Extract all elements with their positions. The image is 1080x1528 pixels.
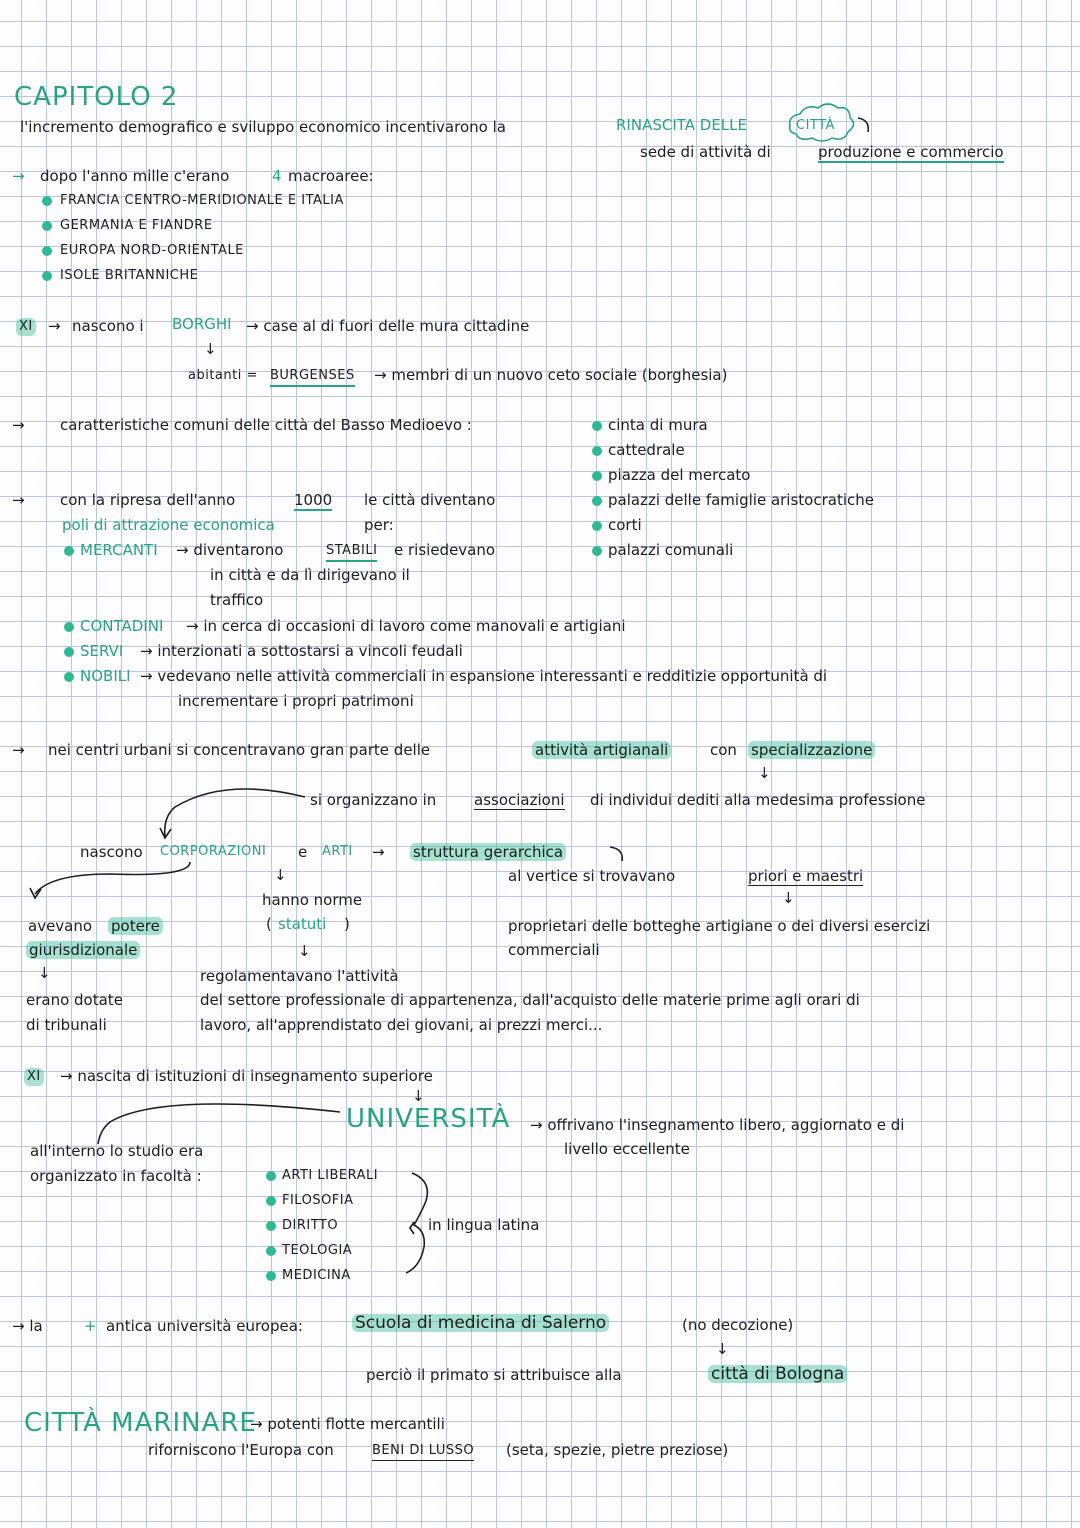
potere-term: potere (108, 917, 163, 935)
poli-label: poli di attrazione economica (62, 516, 275, 534)
artigiani-text-b: con (710, 741, 737, 759)
bullet-icon (592, 421, 602, 431)
down-arrow-icon: ↓ (38, 964, 51, 982)
borghi-term: BORGHI (172, 315, 232, 333)
vertice-text: al vertice si trovavano (508, 867, 676, 885)
bullet-icon (42, 246, 52, 256)
bullet-icon (592, 471, 602, 481)
ripresa-year: 1000 (294, 491, 333, 509)
bologna-term: città di Bologna (708, 1365, 847, 1383)
corporazioni-term: CORPORAZIONI (160, 844, 267, 859)
borghi-text-b: → case al di fuori delle mura cittadine (246, 317, 530, 335)
burgenses-rest: → membri di un nuovo ceto sociale (borghesia) (374, 366, 728, 384)
salerno-term: Scuola di medicina di Salerno (352, 1314, 609, 1332)
down-arrow-icon: ↓ (298, 942, 311, 960)
stabili-term: STABILI (326, 542, 377, 562)
bullet-icon (64, 622, 74, 632)
antica-text-b: antica università europea: (106, 1317, 303, 1335)
arrow-icon: → (48, 317, 61, 335)
per-label: per: (364, 516, 394, 534)
facolta-item: FILOSOFIA (282, 1193, 354, 1208)
facolta-item: TEOLOGIA (282, 1243, 353, 1258)
antica-text-a: → la (12, 1317, 43, 1335)
universita-title: UNIVERSITÀ (346, 1104, 511, 1134)
organizzano-text-b: di individui dediti alla medesima professione (590, 791, 926, 809)
arrow-univ (98, 1104, 340, 1144)
down-arrow-icon: ↓ (716, 1340, 729, 1358)
mercanti-text: traffico (210, 591, 264, 609)
nobili-text2: incrementare i propri patrimoni (178, 692, 414, 710)
nascono-label: nascono (80, 843, 143, 861)
burgenses-term: BURGENSES (270, 367, 355, 387)
arrow-icon: → (12, 491, 25, 509)
bullet-icon (592, 496, 602, 506)
macroaree-intro-a: dopo l'anno mille c'erano (40, 167, 230, 185)
bullet-icon (266, 1171, 276, 1181)
organizzano-text-a: si organizzano in (310, 791, 437, 809)
caratteristica-item: cinta di mura (608, 416, 708, 434)
statuti-term: statuti (278, 915, 327, 933)
bullet-icon (592, 521, 602, 531)
caratteristica-item: corti (608, 516, 642, 534)
macroaree-intro-b: macroaree: (288, 167, 374, 185)
bullet-icon (266, 1221, 276, 1231)
abitanti-label: abitanti = (188, 368, 258, 383)
macroarea-item: GERMANIA E FIANDRE (60, 218, 213, 233)
facolta-item: ARTI LIBERALI (282, 1168, 379, 1183)
down-arrow-icon: ↓ (204, 340, 217, 358)
bullet-icon (592, 446, 602, 456)
settore-text: del settore professionale di appartenenza, dall'acquisto delle materie prime agli orari di (200, 991, 860, 1009)
facolta-item: DIRITTO (282, 1218, 339, 1233)
bullet-icon (64, 672, 74, 682)
priori-term: priori e maestri (748, 867, 864, 885)
nobili-text: → vedevano nelle attività commerciali in espansione interessanti e redditizie opportunità di (140, 667, 828, 685)
ripresa-text-b: le città diventano (364, 491, 496, 509)
commerciali-text: commerciali (508, 941, 600, 959)
bullet-icon (64, 647, 74, 657)
page-title: CAPITOLO 2 (14, 82, 179, 112)
no-decozione: (no decozione) (682, 1316, 794, 1334)
bullet-icon (64, 546, 74, 556)
arrow-icon: → (372, 843, 385, 861)
percio-text: perciò il primato si attribuisce alla (366, 1366, 622, 1384)
mercanti-text: e risiedevano (394, 541, 496, 559)
down-arrow-icon: ↓ (758, 764, 771, 782)
lavoro-text: lavoro, all'apprendistato dei giovani, ai prezzi merci... (200, 1016, 603, 1034)
bullet-icon (42, 221, 52, 231)
arrow-icon: → (12, 167, 25, 185)
caratteristica-item: palazzi delle famiglie aristocratiche (608, 491, 874, 509)
bullet-icon (266, 1196, 276, 1206)
avevano-label: avevano (28, 917, 93, 935)
down-arrow-icon: ↓ (412, 1087, 425, 1105)
beni-term: BENI DI LUSSO (372, 1442, 474, 1461)
proprietari-text: proprietari delle botteghe artigiane o dei diversi esercizi (508, 917, 931, 935)
hanno-norme: hanno norme (262, 891, 363, 909)
giurisdizionale-term: giurisdizionale (26, 941, 140, 959)
universita-intro: → nascita di istituzioni di insegnamento superiore (60, 1067, 433, 1085)
bullet-icon (42, 271, 52, 281)
bullet-icon (266, 1271, 276, 1281)
sede-highlight: produzione e commercio (818, 143, 1004, 161)
arrow-icon: → (12, 416, 25, 434)
caratteristica-item: piazza del mercato (608, 466, 751, 484)
caratteristiche-text: caratteristiche comuni delle città del Basso Medioevo : (60, 416, 472, 434)
brace-facolta (406, 1173, 427, 1273)
artigiani-highlight: attività artigianali (532, 741, 671, 759)
down-arrow-icon: ↓ (782, 889, 795, 907)
specializzazione-term: specializzazione (748, 741, 875, 759)
artigiani-text-a: nei centri urbani si concentravano gran parte delle (48, 741, 431, 759)
macroarea-item: ISOLE BRITANNICHE (60, 268, 199, 283)
regolamentavano-text: regolamentavano l'attività (200, 967, 399, 985)
ripresa-text-a: con la ripresa dell'anno (60, 491, 236, 509)
lingua-text: in lingua latina (428, 1216, 540, 1234)
contadini-label: CONTADINI (80, 617, 164, 635)
statuti-open: ( (266, 915, 272, 933)
arrow-gerarchica (610, 847, 622, 861)
century-xi: XI (24, 1068, 44, 1086)
arrow-avevano (35, 862, 190, 894)
marinare-title: CITTÀ MARINARE (24, 1408, 257, 1438)
e-label: e (298, 843, 308, 861)
struttura-term: struttura gerarchica (410, 843, 566, 861)
livello-text: livello eccellente (564, 1140, 690, 1158)
sede-prefix: sede di attività di (640, 143, 771, 161)
century-xi: XI (16, 318, 36, 336)
bullet-icon (266, 1246, 276, 1256)
interno-text-a: all'interno lo studio era (30, 1142, 204, 1160)
servi-text: → interzionati a sottostarsi a vincoli feudali (140, 642, 463, 660)
macroaree-number: 4 (272, 167, 282, 185)
arrow-org (165, 789, 305, 837)
plus-icon: + (84, 1317, 97, 1335)
servi-label: SERVI (80, 642, 124, 660)
citta-label: CITTÀ (796, 118, 835, 133)
tribunali-text: di tribunali (26, 1016, 107, 1034)
caratteristica-item: cattedrale (608, 441, 685, 459)
down-arrow-icon: ↓ (274, 866, 287, 884)
mercanti-text: in città e da lì dirigevano il (210, 566, 410, 584)
caratteristica-item: palazzi comunali (608, 541, 734, 559)
bullet-icon (592, 546, 602, 556)
offrivano-text: → offrivano l'insegnamento libero, aggiornato e di (530, 1116, 905, 1134)
mercanti-text: → diventarono (176, 541, 284, 559)
interno-text-b: organizzato in facoltà : (30, 1167, 202, 1185)
associazioni-term: associazioni (474, 791, 565, 809)
bullet-icon (42, 196, 52, 206)
nobili-label: NOBILI (80, 667, 131, 685)
erano-text: erano dotate (26, 991, 123, 1009)
marinare-text-a: → potenti flotte mercantili (250, 1415, 445, 1433)
mercanti-label: MERCANTI (80, 541, 158, 559)
marinare-text-c: (seta, spezie, pietre preziose) (506, 1441, 729, 1459)
statuti-close: ) (344, 915, 350, 933)
borghi-text-a: nascono i (72, 317, 144, 335)
macroarea-item: EUROPA NORD-ORIENTALE (60, 243, 244, 258)
marinare-text-b: riforniscono l'Europa con (148, 1441, 334, 1459)
facolta-item: MEDICINA (282, 1268, 351, 1283)
rinascita-label: RINASCITA DELLE (616, 116, 747, 134)
contadini-text: → in cerca di occasioni di lavoro come manovali e artigiani (186, 617, 626, 635)
intro-line: l'incremento demografico e sviluppo economico incentivarono la (20, 118, 506, 136)
arrow-icon: → (12, 741, 25, 759)
macroarea-item: FRANCIA CENTRO-MERIDIONALE E ITALIA (60, 193, 344, 208)
citta-arrow (858, 118, 868, 132)
arti-term: ARTI (322, 844, 353, 859)
